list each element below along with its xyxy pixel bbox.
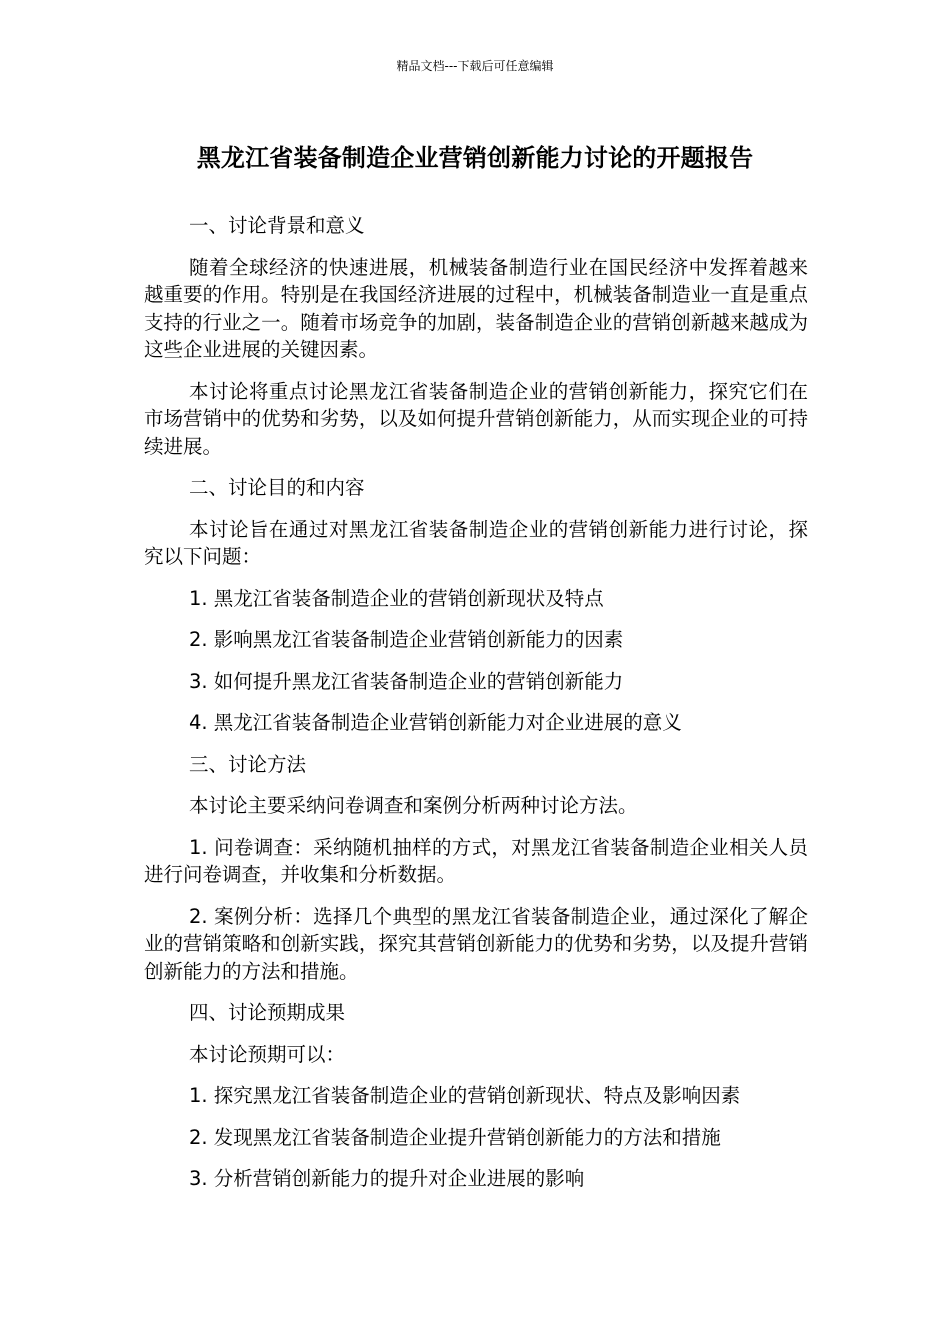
document-title: 黑龙江省装备制造企业营销创新能力讨论的开题报告 <box>196 144 754 172</box>
list-item-outcome-3: 3. 分析营销创新能力的提升对企业进展的影响 <box>189 1167 585 1190</box>
paragraph-focus: 本讨论将重点讨论黑龙江省装备制造企业的营销创新能力，探究它们在市场营销中的优势和劣势，以及如何提升营销创新能力，从而实现企业的可持续进展。 <box>144 379 808 458</box>
section-heading-background: 一、讨论背景和意义 <box>189 214 365 237</box>
list-item-question-1: 1. 黑龙江省装备制造企业的营销创新现状及特点 <box>189 586 604 610</box>
page-header-note: 精品文档---下载后可任意编辑 <box>396 59 554 73</box>
list-item-method-2: 2. 案例分析：选择几个典型的黑龙江省装备制造企业，通过深化了解企业的营销策略和创新实践，探究其营销创新能力的优势和劣势，以及提升营销创新能力的方法和措施。 <box>144 904 808 983</box>
document-body <box>144 212 808 1207</box>
list-item-method-1: 1. 问卷调查：采纳随机抽样的方式，对黑龙江省装备制造企业相关人员进行问卷调查，并收集和分析数据。 <box>144 835 808 886</box>
section-heading-method: 三、讨论方法 <box>189 752 307 776</box>
paragraph-outcomes: 本讨论预期可以： <box>189 1042 346 1066</box>
paragraph-background: 随着全球经济的快速进展，机械装备制造行业在国民经济中发挥着越来越重要的作用。特别是在我国经济进展的过程中，机械装备制造业一直是重点支持的行业之一。随着市场竞争的加剧，装备制造企业的营销创新越来越成为这些企业进展的关键因素。 <box>144 255 808 361</box>
paragraph-method: 本讨论主要采纳问卷调查和案例分析两种讨论方法。 <box>189 794 638 817</box>
list-item-question-3: 3. 如何提升黑龙江省装备制造企业的营销创新能力 <box>189 669 624 693</box>
list-item-question-4: 4. 黑龙江省装备制造企业营销创新能力对企业进展的意义 <box>189 711 682 734</box>
list-item-outcome-2: 2. 发现黑龙江省装备制造企业提升营销创新能力的方法和措施 <box>189 1125 721 1149</box>
list-item-outcome-1: 1. 探究黑龙江省装备制造企业的营销创新现状、特点及影响因素 <box>189 1084 741 1107</box>
list-item-question-2: 2. 影响黑龙江省装备制造企业营销创新能力的因素 <box>189 628 624 651</box>
section-heading-purpose: 二、讨论目的和内容 <box>189 476 365 499</box>
section-heading-outcomes: 四、讨论预期成果 <box>189 1001 346 1024</box>
paragraph-purpose: 本讨论旨在通过对黑龙江省装备制造企业的营销创新能力进行讨论，探究以下问题： <box>144 517 808 568</box>
